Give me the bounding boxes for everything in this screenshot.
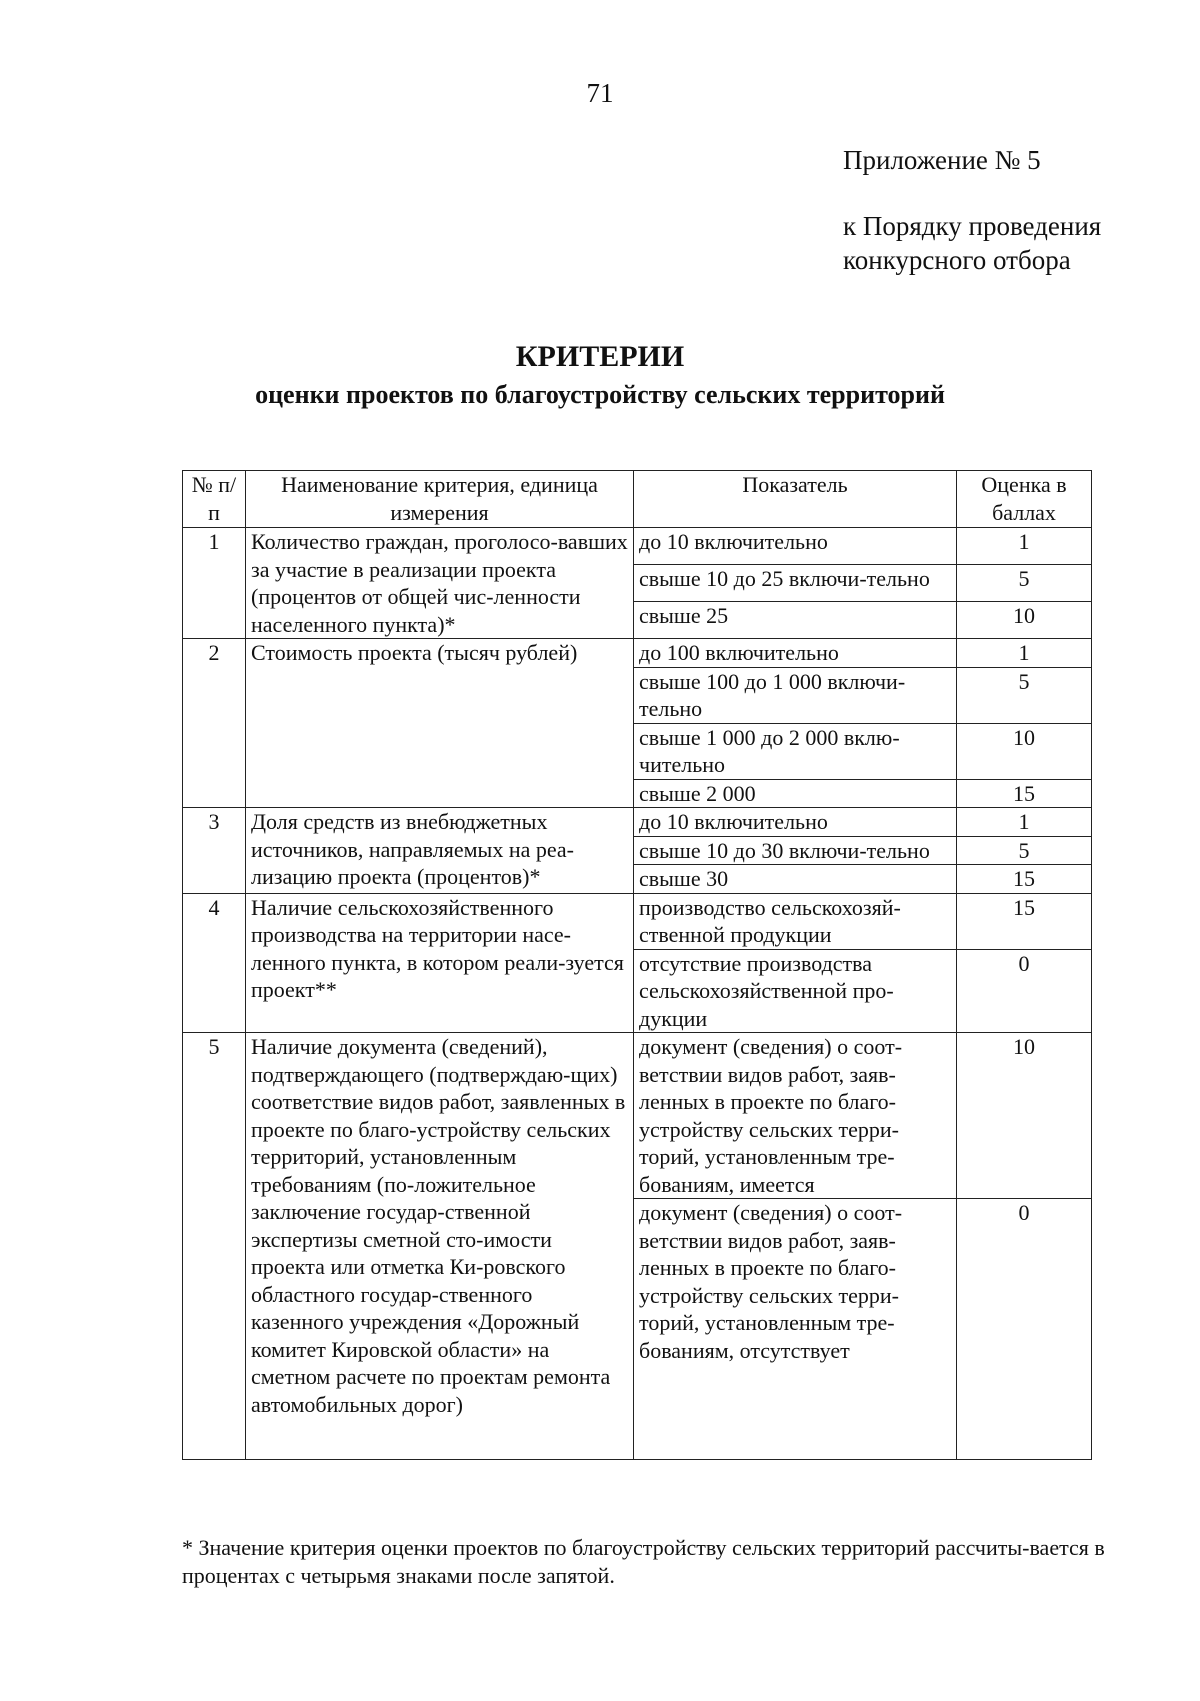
table-row [183, 893, 1092, 949]
score: 15 [957, 865, 1092, 894]
criterion-name: Стоимость проекта (тысяч рублей) [246, 639, 634, 808]
score: 0 [957, 1199, 1092, 1460]
criteria-table [182, 470, 1092, 1460]
score: 15 [957, 779, 1092, 808]
indicator: документ (сведения) о соот-ветствии видов работ, заяв-ленных в проекте по благо-устройству сельских терри-торий, установленным тре-бованиям, отсутствует [634, 1199, 957, 1460]
appendix-ref-line1: к Порядку проведения [843, 211, 1102, 241]
appendix-title: Приложение № 5 [843, 145, 1041, 175]
indicator: отсутствие производства сельскохозяйственной про-дукции [634, 949, 957, 1033]
indicator: до 10 включительно [634, 808, 957, 837]
footnote: * Значение критерия оценки проектов по благоустройству сельских территорий рассчиты-вается в процентах с четырьмя знаками после запятой. [182, 1535, 1105, 1588]
criterion-name: Количество граждан, проголосо-вавших за участие в реализации проекта (процентов от общей чис-ленности населенного пункта)* [246, 528, 634, 639]
score: 15 [957, 893, 1092, 949]
heading-main: КРИТЕРИИ [515, 340, 685, 373]
page-number: 71 [586, 78, 614, 108]
table-row [183, 639, 1092, 668]
indicator: свыше 10 до 30 включи-тельно [634, 836, 957, 865]
criterion-number: 3 [183, 808, 246, 894]
indicator: свыше 10 до 25 включи-тельно [634, 565, 957, 602]
indicator: до 10 включительно [634, 528, 957, 565]
score: 1 [957, 528, 1092, 565]
score: 1 [957, 808, 1092, 837]
indicator: свыше 2 000 [634, 779, 957, 808]
criterion-number: 2 [183, 639, 246, 808]
criterion-number: 1 [183, 528, 246, 639]
criterion-name: Доля средств из внебюджетных источников, направляемых на реа-лизацию проекта (процентов)* [246, 808, 634, 894]
indicator: свыше 100 до 1 000 включи-тельно [634, 667, 957, 723]
indicator: свыше 25 [634, 602, 957, 639]
appendix-reference [843, 209, 1101, 277]
indicator: свыше 1 000 до 2 000 вклю-чительно [634, 723, 957, 779]
header-score: Оценка в баллах [957, 471, 1092, 528]
score: 10 [957, 1033, 1092, 1199]
table-row [183, 528, 1092, 565]
header-indicator: Показатель [634, 471, 957, 528]
table-header-row [183, 471, 1092, 528]
indicator: до 100 включительно [634, 639, 957, 668]
score: 1 [957, 639, 1092, 668]
score: 10 [957, 723, 1092, 779]
criterion-name: Наличие сельскохозяйственного производства на территории насе-ленного пункта, в котором реали-зуется проект** [246, 893, 634, 1033]
heading-sub: оценки проектов по благоустройству сельских территорий [255, 380, 945, 409]
criterion-name: Наличие документа (сведений), подтверждающего (подтверждаю-щих) соответствие видов работ, заявленных в проекте по благо-устройству сельских территорий, установленным требованиям (по-ложительное заключение государ-ственной экспертизы сметной сто-имости проекта или отметка Ки-ровского областного государ-ственного казенного учреждения «Дорожный комитет Кировской области» на сметном расчете по проектам ремонта автомобильных дорог) [246, 1033, 634, 1460]
score: 10 [957, 602, 1092, 639]
indicator: документ (сведения) о соот-ветствии видов работ, заяв-ленных в проекте по благо-устройству сельских терри-торий, установленным тре-бованиям, имеется [634, 1033, 957, 1199]
appendix-ref-line2: конкурсного отбора [843, 245, 1071, 275]
criterion-number: 5 [183, 1033, 246, 1460]
score: 0 [957, 949, 1092, 1033]
score: 5 [957, 667, 1092, 723]
header-name: Наименование критерия, единица измерения [246, 471, 634, 528]
indicator: производство сельскохозяй-ственной продукции [634, 893, 957, 949]
score: 5 [957, 565, 1092, 602]
document-heading [0, 340, 1200, 412]
table-row [183, 1033, 1092, 1199]
indicator: свыше 30 [634, 865, 957, 894]
score: 5 [957, 836, 1092, 865]
criterion-number: 4 [183, 893, 246, 1033]
header-num: № п/п [183, 471, 246, 528]
table-row [183, 808, 1092, 837]
